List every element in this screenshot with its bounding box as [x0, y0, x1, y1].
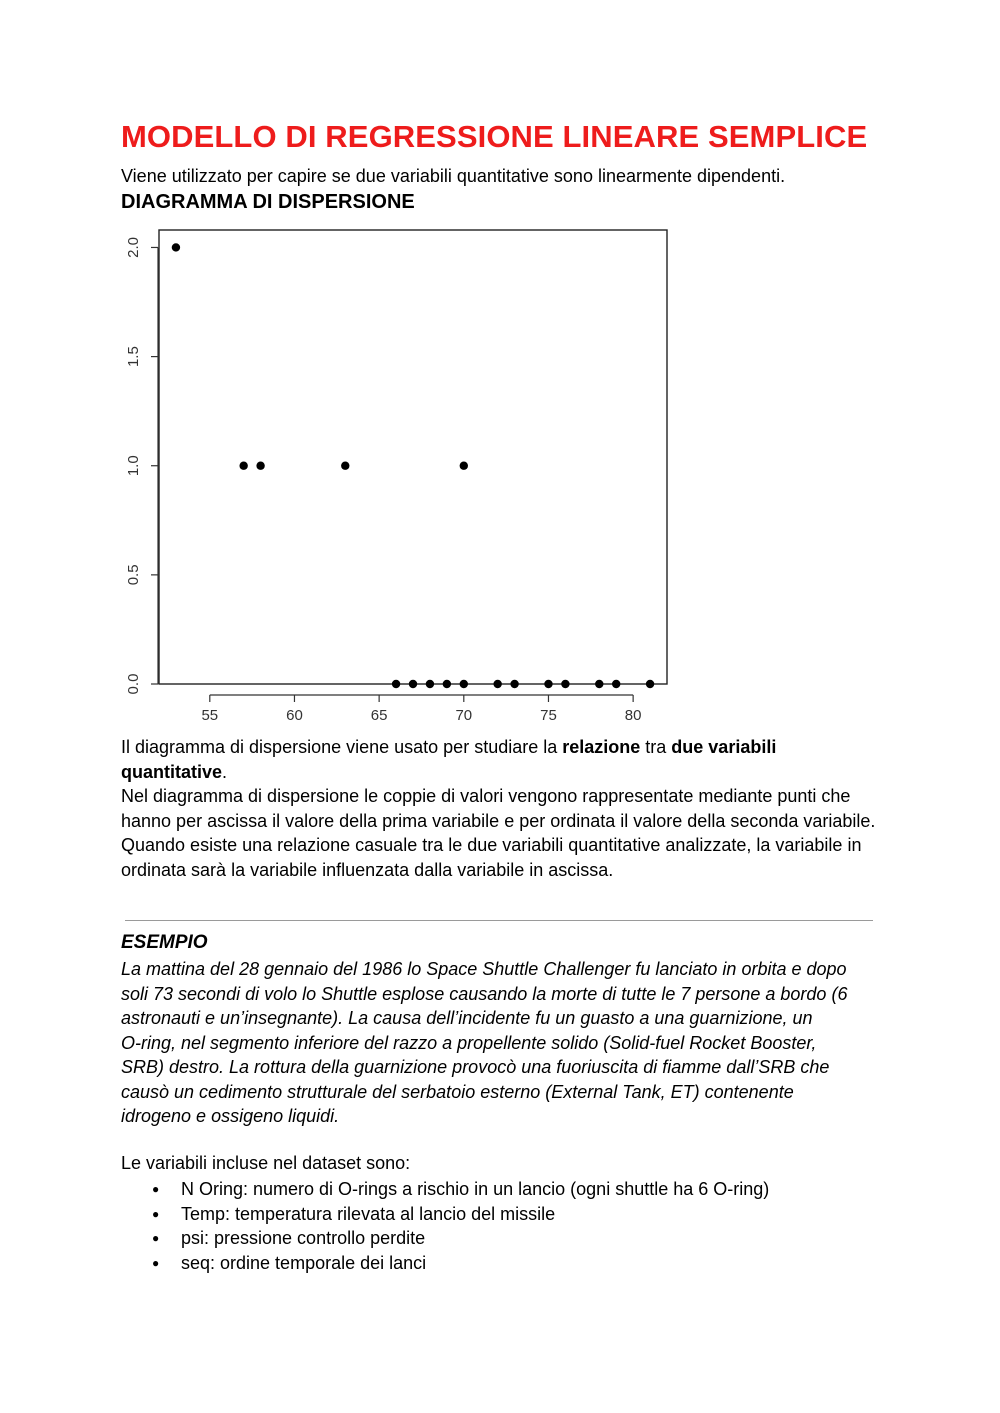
x-tick-label: 55	[201, 707, 219, 724]
scatter-point	[561, 680, 569, 688]
y-tick-label: 1.0	[125, 455, 142, 477]
scatter-point	[256, 462, 264, 470]
example-line: idrogeno e ossigeno liquidi.	[121, 1106, 340, 1126]
scatter-point	[341, 462, 349, 470]
scatter-point	[172, 243, 180, 251]
list-item: ● psi: pressione controllo perdite	[121, 1226, 769, 1251]
scatter-point	[612, 680, 620, 688]
y-tick-label: 0.0	[125, 673, 142, 695]
list-item: ● Temp: temperatura rilevata al lancio del missile	[121, 1202, 769, 1227]
scatter-point	[443, 680, 451, 688]
x-tick-label: 80	[624, 707, 642, 724]
example-line: soli 73 secondi di volo lo Shuttle esplose causando la morte di tutte le 7 persone a bordo (6	[121, 983, 848, 1004]
y-tick-label: 0.5	[125, 564, 142, 586]
scatter-point	[409, 680, 417, 688]
scatter-point	[493, 680, 501, 688]
x-tick-label: 65	[370, 707, 388, 724]
example-line: causò un cedimento strutturale del serbatoio esterno (External Tank, ET) contenente	[121, 1081, 794, 1102]
y-tick-label: 1.5	[125, 346, 142, 368]
scatter-point	[595, 680, 603, 688]
y-tick-label: 2.0	[125, 237, 142, 258]
keyword-due-variabili: due variabili quantitative	[121, 737, 777, 782]
scatter-point	[392, 680, 400, 688]
example-line: O-ring, nel segmento inferiore del razzo a propellente solido (Solid-fuel Rocket Booster,	[121, 1032, 817, 1053]
data-points	[172, 243, 655, 688]
description	[121, 735, 881, 882]
example-line: La mattina del 28 gennaio del 1986 lo Space Shuttle Challenger fu lanciato in orbita e dopo	[121, 959, 847, 979]
scatter-point	[460, 680, 468, 688]
example-line: SRB) destro. La rottura della guarnizione provocò una fuoriuscita di fiamme dall’SRB che	[121, 1057, 830, 1077]
list-item: ● seq: ordine temporale dei lanci	[121, 1251, 769, 1276]
variables-list	[121, 1177, 769, 1275]
axes	[125, 237, 641, 724]
x-tick-label: 70	[455, 707, 473, 724]
example-text	[121, 957, 881, 1129]
x-tick-label: 75	[540, 707, 557, 724]
list-item: ● N Oring: numero di O-rings a rischio in un lancio (ogni shuttle ha 6 O-ring)	[121, 1177, 769, 1202]
scatter-point	[460, 462, 468, 470]
scatter-point	[239, 462, 247, 470]
scatter-plot	[110, 222, 680, 727]
variables-intro: Le variabili incluse nel dataset sono:	[121, 1153, 411, 1173]
example-heading: ESEMPIO	[121, 932, 208, 953]
page-title: MODELLO DI REGRESSIONE LINEARE SEMPLICE	[121, 119, 868, 154]
example-line: astronauti e un’insegnante). La causa dell’incidente fu un guasto a una guarnizione, un	[121, 1008, 813, 1028]
keyword-relazione: relazione	[562, 737, 641, 757]
section-heading: DIAGRAMMA DI DISPERSIONE	[121, 191, 415, 213]
scatter-point	[544, 680, 552, 688]
scatter-point	[426, 680, 434, 688]
x-tick-label: 60	[286, 707, 303, 724]
description-paragraph-1: Il diagramma di dispersione viene usato per studiare la relazione tra due variabili quantitative.	[121, 737, 777, 782]
scatter-point	[510, 680, 518, 688]
description-paragraph-2: Nel diagramma di dispersione le coppie di valori vengono rappresentate mediante punti che hanno per ascissa il valore della prima variabile e per ordinata il valore della seconda variabile.	[121, 786, 876, 831]
horizontal-divider	[125, 920, 873, 921]
scatter-point	[646, 680, 654, 688]
plot-frame	[159, 230, 667, 684]
description-paragraph-3: Quando esiste una relazione casuale tra le due variabili quantitative analizzate, la variabile in ordinata sarà la variabile influenzata dalla variabile in ascissa.	[121, 835, 862, 880]
intro-text: Viene utilizzato per capire se due variabili quantitative sono linearmente dipendenti.	[121, 166, 786, 186]
